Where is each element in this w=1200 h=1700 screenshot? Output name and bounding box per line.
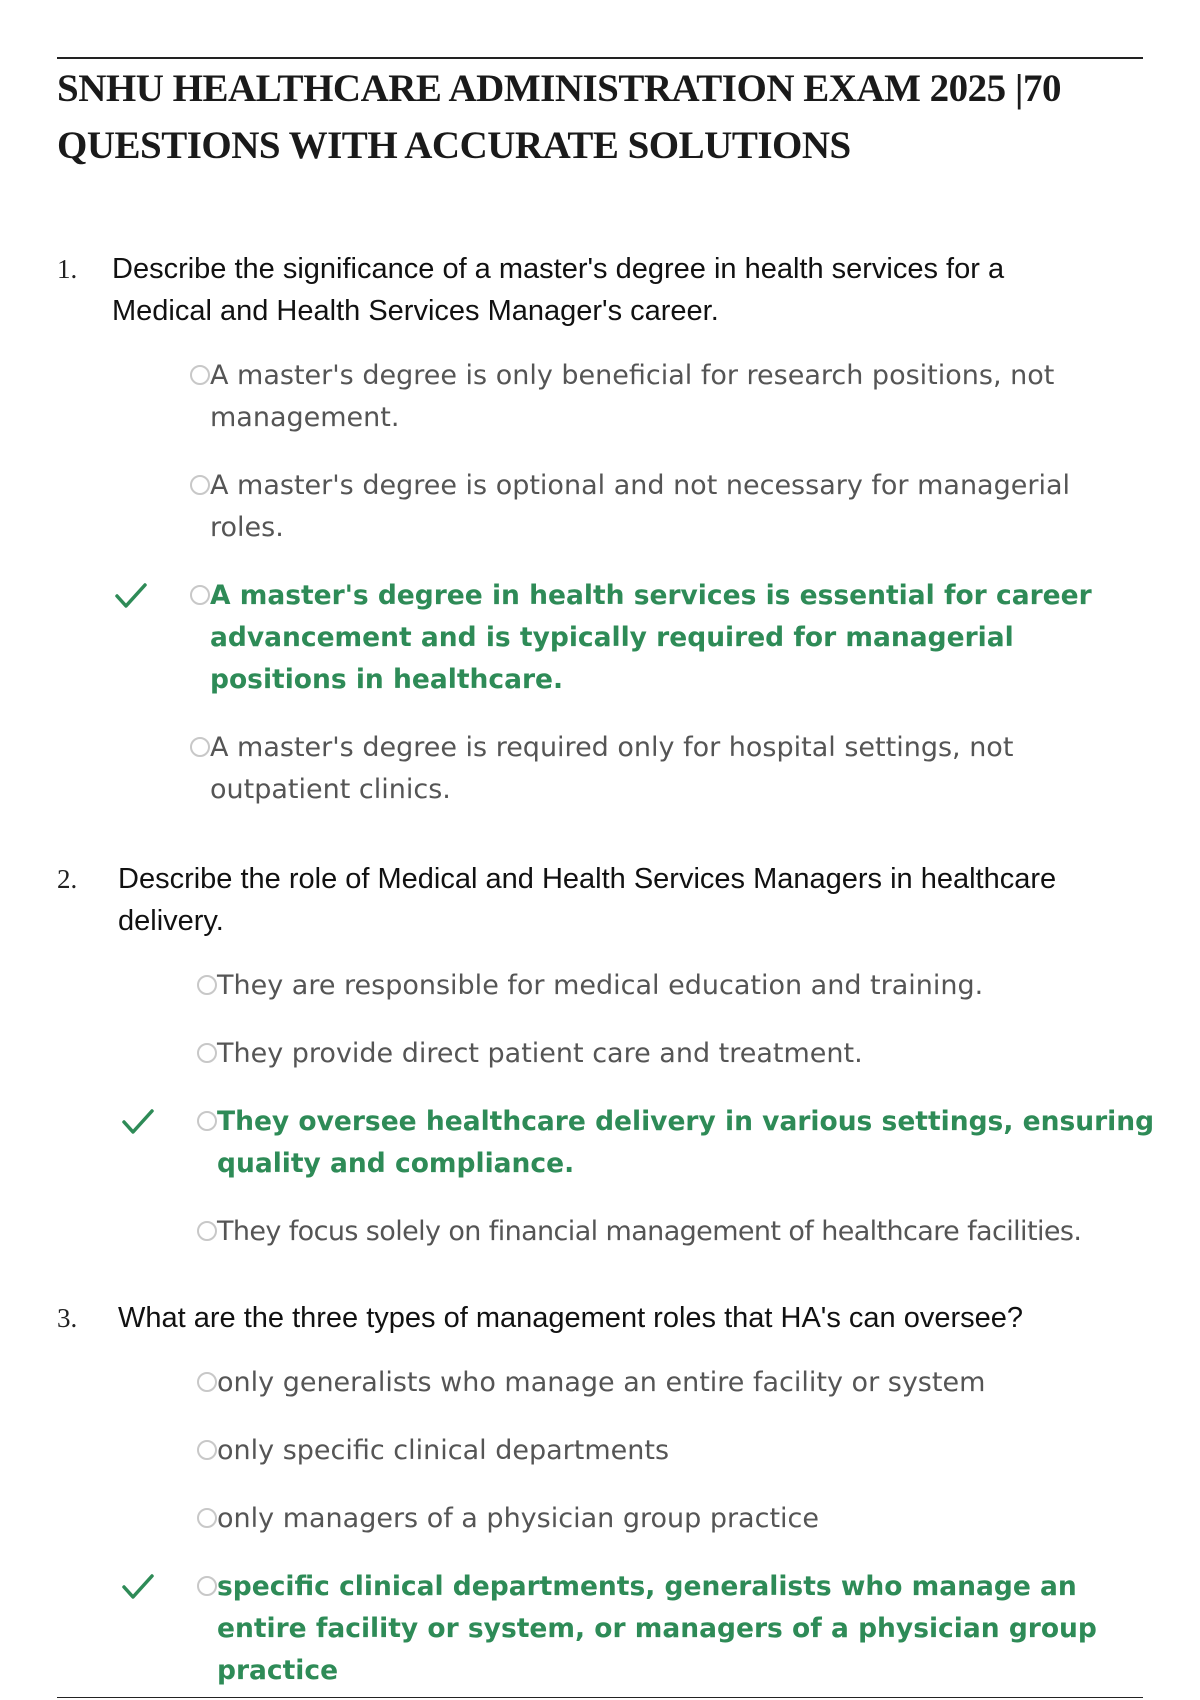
question-number: 3. [57,1303,78,1333]
question-2 [57,858,1155,1253]
question-3 [57,1297,1147,1692]
radio-circle-icon[interactable] [190,585,210,605]
answer-option[interactable] [217,1033,1157,1075]
radio-circle-icon[interactable] [197,1576,217,1596]
answer-options [57,355,1147,811]
document-title: SNHU HEALTHCARE ADMINISTRATION EXAM 2025 |70 QUESTIONS WITH ACCURATE SOLUTIONS [57,67,1061,167]
radio-circle-icon[interactable] [197,975,217,995]
option-text: only managers of a physician group practice [217,1503,819,1534]
radio-circle-icon[interactable] [190,365,210,385]
option-text: A master's degree is optional and not necessary for managerial roles. [210,470,1071,543]
option-text: only specific clinical departments [217,1435,670,1466]
option-text: They focus solely on financial management of healthcare facilities. [217,1216,1082,1247]
option-text: A master's degree is required only for hospital settings, not outpatient clinics. [210,732,1014,805]
question-1 [57,248,1147,811]
option-text: They oversee healthcare delivery in various settings, ensuring quality and compliance. [217,1106,1155,1179]
answer-option[interactable] [210,465,1140,549]
correct-answer-option[interactable] [217,1101,1157,1185]
question-text: Describe the significance of a master's degree in health services for a Medical and Health Services Manager's career. [112,253,1005,327]
check-icon [114,581,148,611]
radio-circle-icon[interactable] [197,1508,217,1528]
radio-circle-icon[interactable] [197,1111,217,1131]
answer-option[interactable] [210,727,1140,811]
answer-option[interactable] [217,1211,1157,1253]
question-stem [57,248,1147,332]
correct-answer-option[interactable] [217,1566,1157,1692]
option-text: They provide direct patient care and treatment. [217,1038,863,1069]
option-text: A master's degree is only beneficial for research positions, not management. [210,360,1055,433]
top-rule [57,57,1143,59]
option-text: specific clinical departments, generalists who manage an entire facility or system, or managers of a physician group practice [217,1571,1097,1686]
option-text: They are responsible for medical education and training. [217,970,984,1001]
radio-circle-icon[interactable] [197,1372,217,1392]
answer-option[interactable] [217,1498,1157,1540]
check-icon [121,1572,155,1602]
answer-options [57,1362,1147,1692]
radio-circle-icon[interactable] [197,1043,217,1063]
question-stem [57,858,1147,942]
bottom-rule [57,1697,1143,1698]
check-icon [121,1107,155,1137]
radio-circle-icon[interactable] [197,1440,217,1460]
question-number: 2. [57,864,78,894]
answer-option[interactable] [210,355,1140,439]
answer-option[interactable] [217,1430,1157,1472]
correct-answer-option[interactable] [210,575,1140,701]
option-text: only generalists who manage an entire facility or system [217,1367,986,1398]
option-text: A master's degree in health services is essential for career advancement and is typically required for managerial positions in healthcare. [210,580,1092,695]
radio-circle-icon[interactable] [197,1221,217,1241]
question-text: Describe the role of Medical and Health Services Managers in healthcare delivery. [118,863,1057,937]
question-number: 1. [57,254,78,284]
question-stem [57,1297,1147,1339]
radio-circle-icon[interactable] [190,475,210,495]
answer-option[interactable] [217,965,1157,1007]
answer-option[interactable] [217,1362,1157,1404]
answer-options [57,965,1155,1253]
question-text: What are the three types of management roles that HA's can oversee? [118,1302,1024,1334]
radio-circle-icon[interactable] [190,737,210,757]
